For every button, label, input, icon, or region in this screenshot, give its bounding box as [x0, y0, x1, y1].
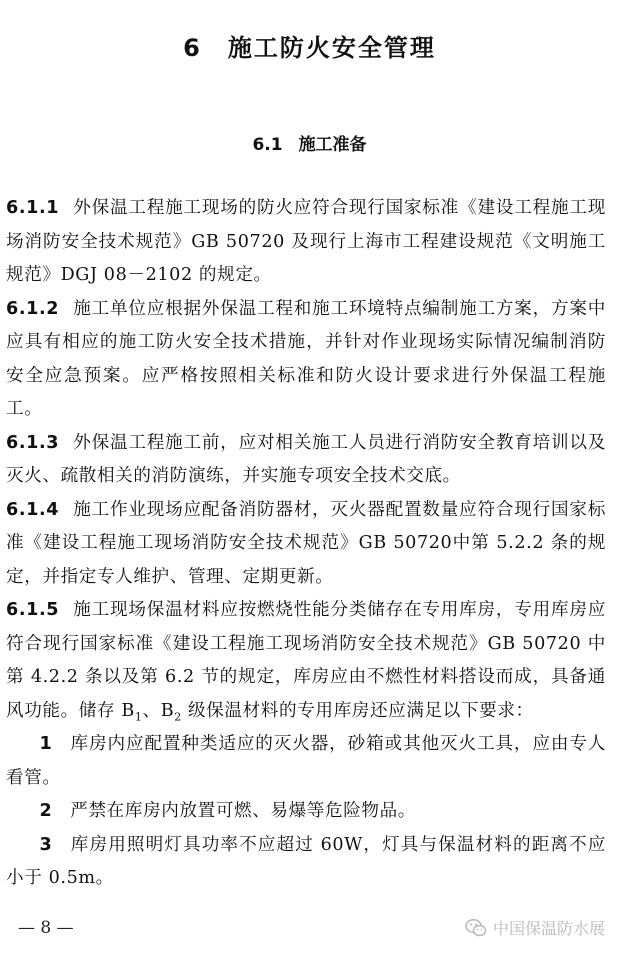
list-item [6, 829, 606, 896]
clause-text: 施工现场保温材料应按燃烧性能分类储存在专用库房，专用库房应符合现行国家标准《建设工程施工现场消防安全技术规范》GB 50720 中第 4.2.2 条以及第 6.2 节的规定，库房应由不燃性材料搭设而成，具备通风功能。储存 B [6, 600, 606, 721]
item-number: 3 [39, 834, 53, 855]
clause-6-1-5 [6, 594, 606, 728]
watermark-text: 中国保温防水展 [492, 919, 605, 938]
clause-number: 6.1.5 [6, 600, 60, 620]
item-text: 严禁在库房内放置可燃、易爆等危险物品。 [70, 801, 416, 821]
wechat-icon [465, 918, 487, 938]
clause-text: 外保温工程施工现场的防火应符合现行国家标准《建设工程施工现场消防安全技术规范》GB 50720 及现行上海市工程建设规范《文明施工规范》DGJ 08－2102 的规定。 [6, 198, 606, 285]
item-text: 库房内应配置种类适应的灭火器，砂箱或其他灭火工具，应由专人看管。 [6, 734, 606, 788]
chapter-title [0, 28, 619, 63]
section-name: 施工准备 [298, 135, 367, 155]
subscript: 1 [134, 710, 143, 724]
list-item [6, 795, 606, 829]
clause-6-1-2 [6, 293, 606, 427]
clause-6-1-3 [6, 427, 606, 494]
subscript: 2 [174, 710, 182, 724]
clause-number: 6.1.2 [6, 298, 60, 319]
item-text: 库房用照明灯具功率不应超过 60W，灯具与保温材料的距离不应小于 0.5m。 [6, 834, 606, 888]
clause-text: 级保温材料的专用库房还应满足以下要求： [181, 700, 534, 721]
clause-number: 6.1.4 [6, 499, 60, 520]
clause-text: 施工作业现场应配备消防器材，灭火器配置数量应符合现行国家标准《建设工程施工现场消防安全技术规范》GB 50720中第 5.2.2 条的规定，并指定专人维护、管理、定期更新。 [6, 499, 606, 587]
clause-number: 6.1.1 [6, 198, 60, 218]
page-number: — 8 — [18, 918, 74, 938]
clause-text: 施工单位应根据外保温工程和施工环境特点编制施工方案，方案中应具有相应的施工防火安全技术措施，并针对作业现场实际情况编制消防安全应急预案。应严格按照相关标准和防火设计要求进行外保温工程施工。 [6, 298, 606, 419]
section-number: 6.1 [252, 135, 283, 155]
clause-number: 6.1.3 [6, 432, 60, 453]
item-number: 2 [39, 801, 53, 821]
watermark [465, 916, 605, 939]
chapter-number: 6 [183, 34, 202, 62]
item-number: 1 [39, 734, 53, 754]
clause-text: 、B [142, 700, 175, 721]
section-title [0, 130, 619, 155]
clause-6-1-4 [6, 494, 606, 595]
list-item [6, 728, 606, 795]
clause-6-1-1 [6, 192, 606, 293]
document-body [6, 192, 606, 896]
clause-text: 外保温工程施工前，应对相关施工人员进行消防安全教育培训以及灭火、疏散相关的消防演练，并实施专项安全技术交底。 [6, 432, 606, 486]
chapter-name: 施工防火安全管理 [227, 34, 436, 62]
